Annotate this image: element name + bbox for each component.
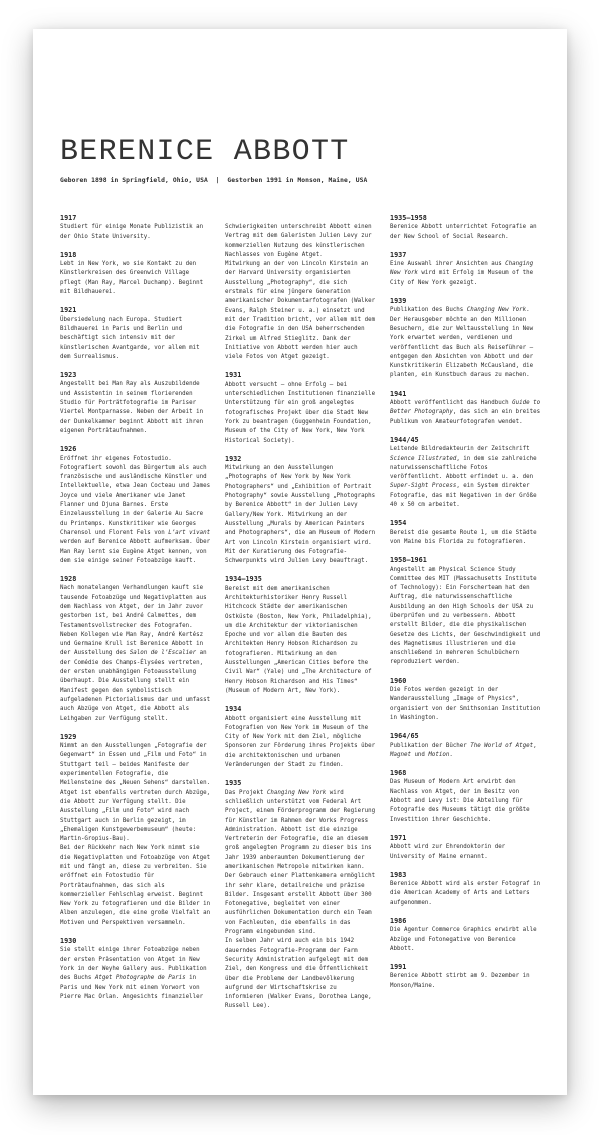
entry-year: 1931 — [225, 371, 242, 380]
entry-year: 1958–1961 — [390, 556, 427, 565]
timeline-entry — [225, 455, 377, 567]
entry-year: 1941 — [390, 389, 407, 398]
entry-year: 1939 — [390, 297, 407, 306]
timeline-entry — [390, 963, 542, 991]
timeline-entry — [390, 769, 542, 825]
entry-year: 1926 — [60, 445, 77, 454]
entry-year: 1960 — [390, 676, 407, 685]
entry-year: 1935–1958 — [390, 214, 427, 222]
timeline-column-1 — [60, 214, 212, 1012]
document-page — [33, 29, 567, 1095]
entry-paragraph: Mitwirkung an der von Lincoln Kirstein an der Harvard University organisierten Ausstellung „Photography“, die sich erstmals für eine jüngere Generation amerikanischer Dokumentarfotografen (Walker Evans, Ralph Steiner u. a.) einsetzt und mit der Tradition bricht, vor allem mit dem die Fotografie in den USA beherrschenden Zirkel um Alfred Stieglitz. Dank der Initiative von Abbott werden hier auch viele Fotos von Atget gezeigt. — [225, 261, 376, 361]
entry-year: 1971 — [390, 833, 407, 842]
entry-paragraph: Abbott wird zur Ehrendoktorin der University of Maine ernannt. — [390, 844, 506, 860]
entry-year: 1937 — [390, 250, 407, 259]
entry-paragraph: In selben Jahr wird auch ein bis 1942 dauerndes Fotografie-Programm der Farm Security Administration aufgelegt mit dem Ziel, den Kongress und die Öffentlichkeit über die Probleme der Landbevölkerung aufgrund der Wirtschaftskrise zu informieren (Walker Evans, Dorothea Lange, Russell Lee). — [225, 938, 372, 1010]
timeline-entry — [60, 214, 212, 242]
entry-year: 1986 — [390, 917, 407, 925]
timeline-columns — [60, 214, 545, 1012]
entry-year: 1944/45 — [390, 435, 419, 444]
entry-paragraph: Mitwirkung an den Ausstellungen „Photographs of New York by New York Photographers“ und „Exhibition of Portrait Photography“ sowie Ausstellung „Photographs by Berenice Abbott“ in der Julien Levy Gallery/New York. Mitwirkung an der Ausstellung „Murals by American Painters and Photographers“, die am Museum of Modern Art von Lincoln Kirstein organisiert wird. Mit der Kuratierung des Fotografie-Schwerpunkts wird Julien Levy beauftragt. — [225, 465, 376, 565]
entry-year: 1917 — [60, 214, 77, 222]
timeline-entry — [390, 214, 542, 242]
page-title: BERENICE ABBOTT — [60, 135, 350, 169]
timeline-entry — [390, 390, 542, 427]
timeline-entry — [225, 214, 377, 362]
entry-paragraph: Eine Auswahl ihrer Ansichten aus Changing New York wird mit Erfolg im Museum of the City of New York gezeigt. — [390, 261, 534, 286]
timeline-entry — [390, 732, 542, 760]
timeline-entry — [225, 705, 377, 770]
entry-paragraph: Das Museum of Modern Art erwirbt den Nachlass von Atget, der im Besitz von Abbott and Levy ist: Die Abteilung für Fotografie des Museums tätigt die größte Investition ihrer Geschichte. — [390, 779, 530, 823]
timeline-entry — [60, 733, 212, 928]
entry-paragraph: Die Fotos werden gezeigt in der Wanderausstellung „Image of Physics“, organisiert von der Smithsonian Institution in Washington. — [390, 687, 541, 721]
entry-year: 1928 — [60, 575, 77, 584]
entry-paragraph: Bei der Rückkehr nach New York nimmt sie die Negativplatten und Fotoabzüge von Atget mit und fängt an, diese zu verbreiten. Sie eröffnet ein Fotostudio für Porträtaufnahmen, das sich als kommerzieller Fehlschlag erweist. Beginnt New York zu fotografieren und die Bilder in Alben anzulegen, die eine große Vielfalt an Motiven und Perspektiven versammeln. — [60, 845, 211, 926]
entry-paragraph: Publikation der Bücher The World of Atget, Magnet und Motion. — [390, 742, 537, 758]
timeline-column-3 — [390, 214, 542, 1012]
timeline-entry — [60, 937, 212, 1002]
entry-paragraph: Abbott veröffentlicht das Handbuch Guide to Better Photography, das sich an ein breites Publikum von Amateurfotografen wendet. — [390, 400, 541, 425]
entry-year: 1964/65 — [390, 732, 419, 741]
entry-year: 1991 — [390, 963, 407, 972]
timeline-entry — [60, 306, 212, 362]
timeline-entry — [390, 834, 542, 862]
entry-paragraph: Studiert für einige Monate Publizistik an der Ohio State University. — [60, 224, 204, 240]
timeline-entry — [390, 436, 542, 510]
entry-paragraph: Berenice Abbott stirbt am 9. Dezember in Monson/Maine. — [390, 973, 530, 989]
entry-year: 1968 — [390, 769, 407, 778]
entry-year: 1934 — [225, 705, 242, 714]
entry-year: 1921 — [60, 306, 77, 315]
entry-paragraph: Nach monatelangen Verhandlungen kauft sie tausende Fotoabzüge und Negativplatten aus dem Nachlass von Atget, der im Jahr zuvor gestorben ist, bei André Calmettes, dem Testamentsvollstrecker des Fotografen. Neben Kollegen wie Man Ray, André Kertész und Germaine Krull ist Berenice Abbott in der Ausstellung des Salon de l’Escalier an der Comédie des Champs-Élysées vertreten, der ersten unabhängigen Fotoausstellung überhaupt. Die Ausstellung stellt ein Manifest gegen den symbolistisch aufgeladenen Pictorialismus dar und umfasst auch Abzüge von Atget, die Abbott als Leihgaben zur Verfügung stellt. — [60, 585, 211, 722]
entry-paragraph: Schwierigkeiten unterschreibt Abbott einen Vertrag mit dem Galeristen Julien Levy zur kommerziellen Nutzung des künstlerischen Nachlasses von Eugène Atget. — [225, 224, 372, 258]
entry-year: 1935 — [225, 779, 242, 788]
timeline-entry — [60, 445, 212, 566]
entry-paragraph: Leitende Bildredakteurin der Zeitschrift Science Illustrated, in dem sie zahlreiche naturwissenschaftliche Fotos veröffentlicht. Abbott erfindet u. a. den Super-Sight Process, ein System direkter Fotografie, das mit Negativen in der Größe 40 x 50 cm arbeitet. — [390, 446, 537, 509]
timeline-entry — [390, 871, 542, 908]
entry-paragraph: Angestellt am Physical Science Study Committee des MIT (Massachusetts Institute of Technology): Ein Forscherteam hat den Auftrag, die naturwissenschaftliche Ausbildung an den High Schools der USA zu überprüfen und zu verbessern. Abbott erstellt Bilder, die die physikalischen Gesetze des Lichts, der Geschwindigkeit und des Magnetismus illustrieren und die anschließend in mehreren Schulbüchern reproduziert werden. — [390, 566, 541, 666]
entry-year: 1983 — [390, 870, 407, 879]
timeline-entry — [225, 779, 377, 1011]
timeline-entry — [60, 575, 212, 724]
entry-paragraph: Die Agentur Commerce Graphics erwirbt alle Abzüge und Fotonegative von Berenice Abbott. — [390, 927, 537, 952]
entry-paragraph: Berenice Abbott unterrichtet Fotografie an der New School of Social Research. — [390, 224, 537, 240]
timeline-entry — [390, 251, 542, 288]
entry-paragraph: Berenice Abbott wird als erster Fotograf in die American Academy of Arts and Letters aufgenommen. — [390, 881, 541, 906]
entry-paragraph: Abbott organisiert eine Ausstellung mit Fotografien von New York im Museum of the City of New York mit dem Ziel, mögliche Sponsoren zur Förderung ihres Projekts über die architektonischen und urbanen Veränderungen der Stadt zu finden. — [225, 715, 376, 769]
entry-paragraph: Bereist die gesamte Route 1, um die Städte von Maine bis Florida zu fotografieren. — [390, 529, 537, 545]
entry-paragraph: Abbott versucht – ohne Erfolg – bei unterschiedlichen Institutionen finanzielle Unterstützung für ein groß angelegtes fotografisches Projekt über die Stadt New York zu beantragen (Guggenheim Foundation, Museum of the City of New York, New York Historical Society). — [225, 381, 376, 444]
timeline-column-2 — [225, 214, 377, 1012]
entry-paragraph: Bereist mit dem amerikanischen Architekturhistoriker Henry Russell Hitchcock Städte der amerikanischen Ostküste (Boston, New York, Philadelphia), um die Architektur der viktorianischen Epoche und vor allem die Bauten des Architekten Henry Hobson Richardson zu fotografieren. Mitwirkung an den Ausstellungen „American Cities before the Civil War“ (Yale) und „The Architecture of Henry Hobson Richardson and His Times“ (Museum of Modern Art, New York). — [225, 585, 372, 694]
entry-year: 1918 — [60, 250, 77, 259]
entry-paragraph: Lebt in New York, wo sie Kontakt zu den Künstlerkreisen des Greenwich Village pflegt (Man Ray, Marcel Duchamp). Beginnt mit Bildhauerei. — [60, 261, 204, 296]
entry-paragraph: Eröffnet ihr eigenes Fotostudio. Fotografiert sowohl das Bürgertum als auch französische und ausländische Künstler und Intellektuelle, etwa Jean Cocteau und James Joyce und viele Amerikaner wie Janet Flanner und Djuna Barnes. Erste Einzelausstellung in der Galerie Au Sacre du Printemps. Kunstkritiker wie Georges Charensol und Florent Fels von L’art vivant werden auf Berenice Abbott aufmerksam. Über Man Ray lernt sie Eugène Atget kennen, von dem sie einige seiner Fotoabzüge kauft. — [60, 455, 211, 564]
entry-paragraph: Angestellt bei Man Ray als Auszubildende und Assistentin in seinem florierenden Studio für Porträtfotografie im Pariser Viertel Montparnasse. Neben der Arbeit in der Dunkelkammer beginnt Abbott mit ihren eigenen Porträtaufnahmen. — [60, 381, 204, 434]
entry-paragraph: Sie stellt einige ihrer Fotoabzüge neben der ersten Präsentation von Atget in New York in der Weyhe Gallery aus. Publikation des Buchs Atget Photographe de Paris in Paris und New York mit einem Vorwort von Pierre Mac Orlan. Angesichts finanzieller — [60, 947, 207, 1000]
timeline-entry — [225, 371, 377, 445]
timeline-entry — [390, 297, 542, 381]
entry-year: 1932 — [225, 454, 242, 463]
entry-year: 1954 — [390, 519, 407, 528]
timeline-entry — [60, 371, 212, 436]
timeline-entry — [390, 519, 542, 547]
entry-year: 1934–1935 — [225, 575, 262, 584]
entry-year: 1930 — [60, 937, 77, 946]
entry-year: 1929 — [60, 732, 77, 741]
entry-paragraph: Publikation des Buchs Changing New York. Der Herausgeber möchte an den Millionen Besuchern, die zur Weltausstellung in New York erwartet werden, verdienen und veröffentlicht das Buch als Reiseführer – entgegen den Absichten von Abbott und der Kunstkritikerin Elizabeth McCausland, die planten, ein Kunstbuch daraus zu machen. — [390, 307, 534, 379]
page-subtitle: Geboren 1898 in Springfield, Ohio, USA | Gestorben 1991 in Monson, Maine, USA — [60, 177, 368, 184]
entry-paragraph: Nimmt an den Ausstellungen „Fotografie der Gegenwart“ in Essen und „Film und Foto“ in Stuttgart teil – beides Manifeste der experimentellen Fotografie, die Meilensteine des „Neuen Sehens“ darstellen. Atget ist ebenfalls vertreten durch Abzüge, die Abbott zur Verfügung stellt. Die Ausstellung „Film und Foto“ wird nach Stuttgart auch in Berlin gezeigt, im „Ehemaligen Kunstgewerbemuseum“ (heute: Martin-Gropius-Bau). — [60, 743, 211, 843]
timeline-entry — [225, 575, 377, 696]
timeline-entry — [390, 917, 542, 954]
timeline-entry — [60, 251, 212, 297]
entry-paragraph: Übersiedelung nach Europa. Studiert Bildhauerei in Paris und Berlin und beschäftigt sich intensiv mit der künstlerischen Avantgarde, vor allem mit dem Surrealismus. — [60, 316, 200, 360]
timeline-entry — [390, 677, 542, 723]
timeline-entry — [390, 556, 542, 668]
entry-paragraph: Das Projekt Changing New York wird schließlich unterstützt vom Federal Art Project, einem Förderprogramm der Regierung für Künstler im Rahmen der Works Progress Administration. Abbott ist die einzige Vertreterin der Fotografie, die an diesem groß angelegten Programm zu dieser bis ins Jahr 1939 anberaumten Dokumentierung der amerikanischen Metropole mitwirken kann. Der Gebrauch einer Plattenkamera ermöglicht ihr sehr klare, detailreiche und präzise Bilder. Insgesamt erstellt Abbott über 300 Fotonegative, begleitet von einer ausführlichen Dokumentation durch ein Team von Fachleuten, die ebenfalls in das Programm eingebunden sind. — [225, 789, 376, 936]
entry-year: 1923 — [60, 371, 77, 380]
